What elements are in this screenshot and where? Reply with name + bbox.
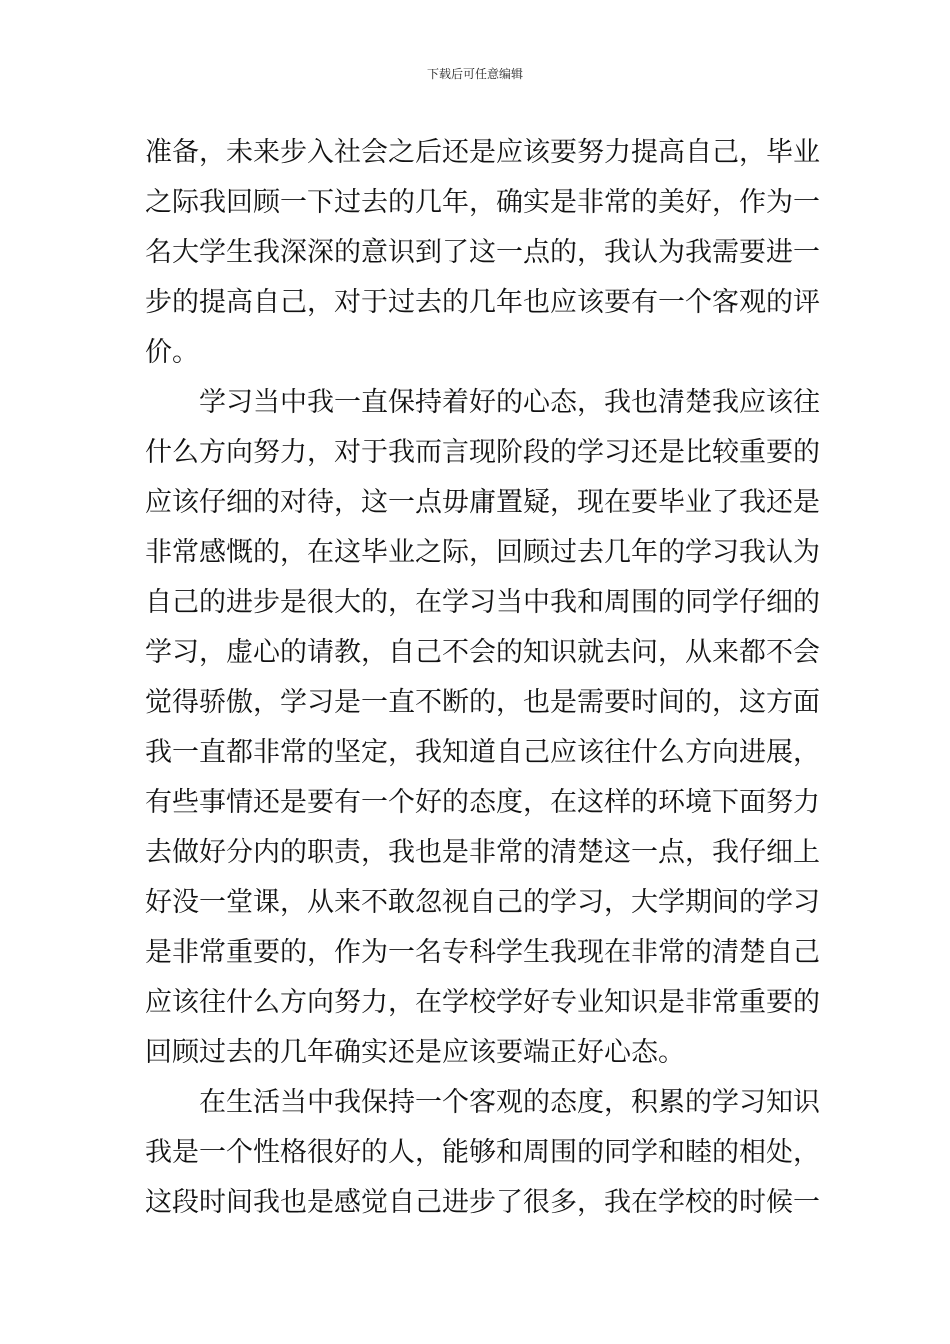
- text-line: 之际我回顾一下过去的几年，确实是非常的美好，作为一: [145, 187, 820, 218]
- text-line: 我一直都非常的坚定，我知道自己应该往什么方向进展，: [145, 737, 820, 768]
- text-line: 非常感慨的，在这毕业之际，回顾过去几年的学习我认为: [145, 537, 820, 568]
- text-line: 在生活当中我保持一个客观的态度，积累的学习知识: [199, 1087, 820, 1118]
- paragraph: [145, 1078, 820, 1228]
- text-line: 准备，未来步入社会之后还是应该要努力提高自己，毕业: [145, 137, 820, 168]
- text-line: 价。: [145, 337, 199, 368]
- text-line: 这段时间我也是感觉自己进步了很多，我在学校的时候一: [145, 1187, 820, 1218]
- text-line: 去做好分内的职责，我也是非常的清楚这一点，我仔细上: [145, 837, 820, 868]
- text-line: 好没一堂课，从来不敢忽视自己的学习，大学期间的学习: [145, 887, 820, 918]
- body-text: [145, 128, 820, 1228]
- text-line: 学习当中我一直保持着好的心态，我也清楚我应该往: [199, 387, 820, 418]
- text-line: 自己的进步是很大的，在学习当中我和周围的同学仔细的: [145, 587, 820, 618]
- text-line: 什么方向努力，对于我而言现阶段的学习还是比较重要的: [145, 437, 820, 468]
- page-header: 下载后可任意编辑: [426, 67, 523, 81]
- text-line: 是非常重要的，作为一名专科学生我现在非常的清楚自己: [145, 937, 820, 968]
- text-line: 觉得骄傲，学习是一直不断的，也是需要时间的，这方面: [145, 687, 820, 718]
- text-line: 应该仔细的对待，这一点毋庸置疑，现在要毕业了我还是: [145, 487, 820, 518]
- paragraph: [145, 128, 820, 378]
- text-line: 我是一个性格很好的人，能够和周围的同学和睦的相处，: [145, 1137, 820, 1168]
- text-line: 学习，虚心的请教，自己不会的知识就去问，从来都不会: [145, 637, 820, 668]
- text-line: 有些事情还是要有一个好的态度，在这样的环境下面努力: [145, 787, 820, 818]
- text-line: 应该往什么方向努力，在学校学好专业知识是非常重要的: [145, 987, 820, 1018]
- text-line: 名大学生我深深的意识到了这一点的，我认为我需要进一: [145, 237, 820, 268]
- paragraph: [145, 378, 820, 1078]
- text-line: 步的提高自己，对于过去的几年也应该要有一个客观的评: [145, 287, 820, 318]
- text-line: 回顾过去的几年确实还是应该要端正好心态。: [145, 1037, 685, 1068]
